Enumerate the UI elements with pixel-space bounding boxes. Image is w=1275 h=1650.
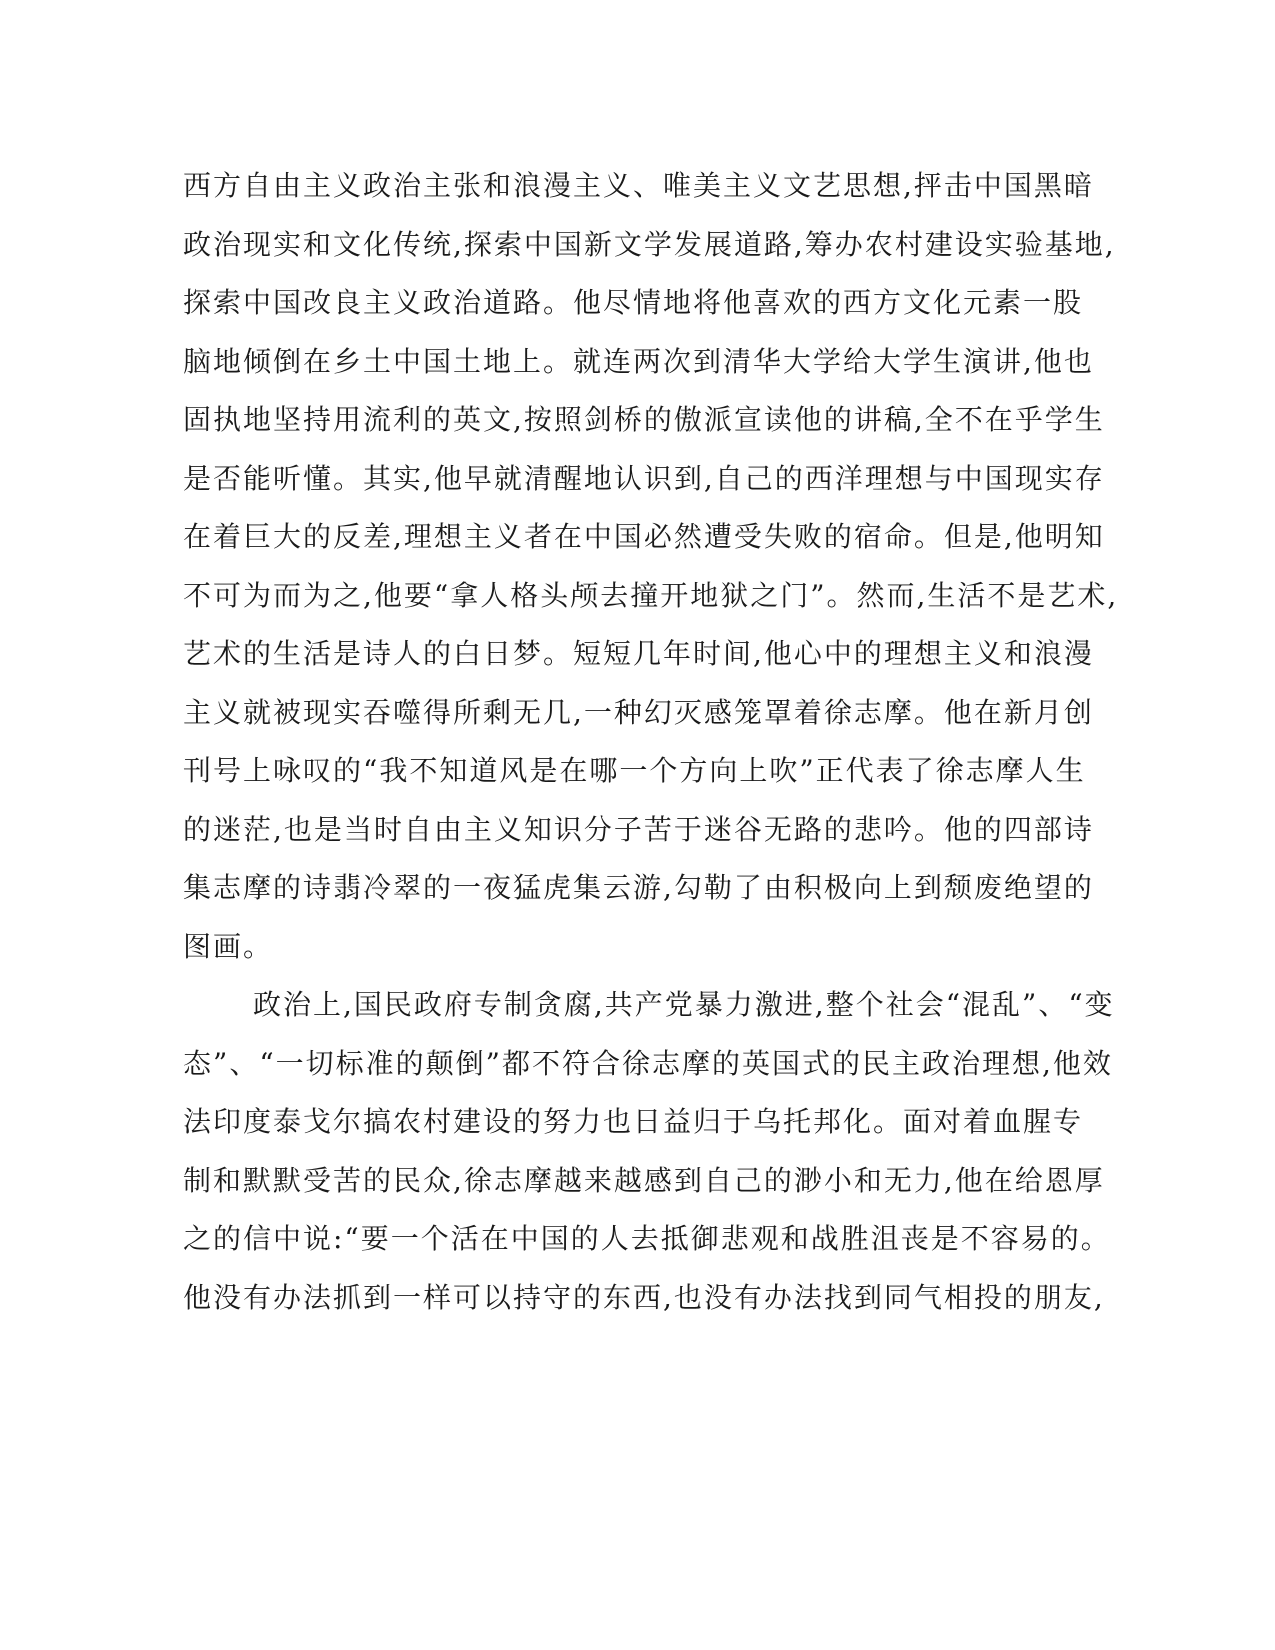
text-line: 集志摩的诗翡冷翠的一夜猛虎集云游,勾勒了由积极向上到颓废绝望的	[183, 871, 1094, 904]
text-line: 他没有办法抓到一样可以持守的东西,也没有办法找到同气相投的朋友,	[183, 1280, 1105, 1314]
text-line: 的迷茫,也是当时自由主义知识分子苦于迷谷无路的悲吟。他的四部诗	[183, 812, 1094, 846]
text-line: 之的信中说:“要一个活在中国的人去抵御悲观和战胜沮丧是不容易的。	[183, 1222, 1111, 1255]
text-line: 态”、“一切标准的颠倒”都不符合徐志摩的英国式的民主政治理想,他效	[183, 1046, 1113, 1080]
text-line: 在着巨大的反差,理想主义者在中国必然遭受失败的宿命。但是,他明知	[183, 520, 1105, 553]
text-line: 主义就被现实吞噬得所剩无几,一种幻灭感笼罩着徐志摩。他在新月创	[183, 695, 1094, 729]
text-line: 图画。	[183, 929, 274, 963]
text-line: 法印度泰戈尔搞农村建设的努力也日益归于乌托邦化。面对着血腥专	[183, 1105, 1084, 1138]
text-line: 是否能听懂。其实,他早就清醒地认识到,自己的西洋理想与中国现实存	[183, 461, 1105, 495]
text-line: 政治现实和文化传统,探索中国新文学发展道路,筹办农村建设实验基地,	[183, 227, 1116, 261]
text-line: 艺术的生活是诗人的白日梦。短短几年时间,他心中的理想主义和浪漫	[183, 637, 1094, 670]
text-line: 西方自由主义政治主张和浪漫主义、唯美主义文艺思想,抨击中国黑暗	[183, 169, 1094, 202]
text-line: 探索中国改良主义政治道路。他尽情地将他喜欢的西方文化元素一股	[183, 286, 1084, 319]
body-text	[183, 157, 1119, 1327]
text-line: 刊号上咏叹的“我不知道风是在哪一个方向上吹”正代表了徐志摩人生	[183, 754, 1086, 787]
text-line: 制和默默受苦的民众,徐志摩越来越感到自己的渺小和无力,他在给恩厚	[183, 1163, 1105, 1197]
paragraph-first-line: 政治上,国民政府专制贪腐,共产党暴力激进,整个社会“混乱”、“变	[253, 988, 1115, 1021]
text-line: 不可为而为之,他要“拿人格头颅去撞开地狱之门”。然而,生活不是艺术,	[183, 578, 1119, 612]
text-line: 脑地倾倒在乡土中国土地上。就连两次到清华大学给大学生演讲,他也	[183, 344, 1094, 378]
text-line: 固执地坚持用流利的英文,按照剑桥的傲派宣读他的讲稿,全不在乎学生	[183, 403, 1105, 436]
